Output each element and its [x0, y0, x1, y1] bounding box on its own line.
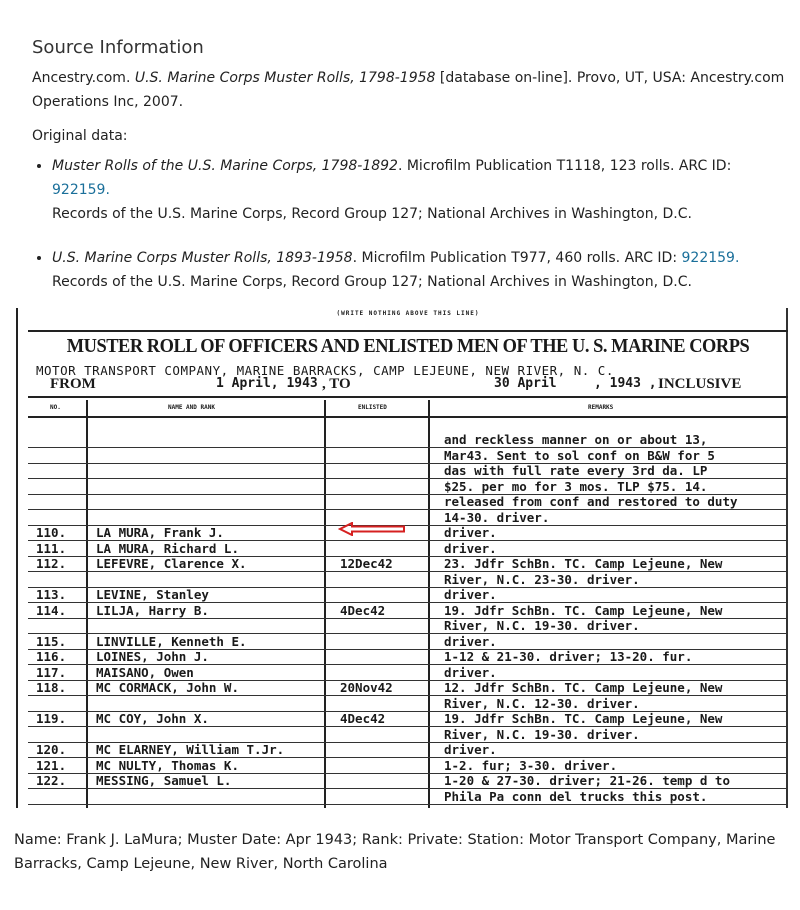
cell-name: LEFEVRE, Clarence X. — [96, 556, 247, 571]
citation-title: U.S. Marine Corps Muster Rolls, 1798-1958 — [134, 70, 436, 86]
source-information — [32, 36, 792, 314]
cell-remarks: driver. — [444, 525, 497, 540]
cell-remarks: 12. Jdfr SchBn. TC. Camp Lejeune, New — [444, 680, 723, 695]
table-row — [28, 696, 788, 711]
cell-remarks: das with full rate every 3rd da. LP — [444, 463, 708, 478]
item-text: . Microfilm Publication T1118, 123 rolls. ARC ID: — [397, 158, 732, 174]
citation-suffix: [database on-line]. Provo, UT, USA: Ancestry.com Operations Inc, 2007. — [32, 70, 785, 110]
cell-remarks: driver. — [444, 587, 497, 602]
table-row — [28, 665, 788, 680]
cell-name: MC ELARNEY, William T.Jr. — [96, 742, 285, 757]
cell-remarks: 19. Jdfr SchBn. TC. Camp Lejeune, New — [444, 711, 723, 726]
table-row — [28, 789, 788, 804]
inclusive-label: INCLUSIVE — [658, 376, 742, 392]
cell-name: LINVILLE, Kenneth E. — [96, 633, 247, 649]
table-row — [28, 711, 788, 726]
table-row — [28, 587, 788, 602]
left-border — [16, 308, 18, 808]
table-row — [28, 603, 788, 618]
table-row — [28, 494, 788, 509]
cell-remarks: 1-20 & 27-30. driver; 21-26. temp d to — [444, 773, 730, 788]
cell-no: 118. — [36, 680, 67, 695]
header-name: NAME AND RANK — [168, 404, 215, 411]
cell-remarks: driver. — [444, 742, 497, 757]
item-text2: Records of the U.S. Marine Corps, Record Group 127; National Archives in Washington, D.C. — [52, 274, 692, 290]
cell-no: 111. — [36, 540, 67, 556]
cell-remarks: 1-2. fur; 3-30. driver. — [444, 757, 618, 773]
table-row — [28, 634, 788, 649]
cell-remarks: $25. per mo for 3 mos. TLP $75. 14. — [444, 478, 708, 494]
item-text: . Microfilm Publication T977, 460 rolls. ARC ID: — [352, 250, 682, 266]
top-rule — [28, 330, 788, 332]
cell-remarks: 14-30. driver. — [444, 509, 550, 525]
item-title: U.S. Marine Corps Muster Rolls, 1893-1958 — [52, 250, 353, 266]
header-enlisted: ENLISTED — [358, 404, 387, 411]
doc-caption: (WRITE NOTHING ABOVE THIS LINE) — [336, 310, 480, 317]
cell-date: 12Dec42 — [340, 556, 393, 571]
item-title: Muster Rolls of the U.S. Marine Corps, 1798-1892 — [52, 158, 398, 174]
table-row — [28, 463, 788, 478]
cell-no: 112. — [36, 556, 67, 571]
table-row — [28, 525, 788, 540]
cell-remarks: River, N.C. 19-30. driver. — [444, 618, 640, 633]
cell-name: MC NULTY, Thomas K. — [96, 757, 239, 773]
cell-no: 122. — [36, 773, 67, 788]
cell-name: LA MURA, Richard L. — [96, 540, 239, 556]
cell-no: 116. — [36, 649, 67, 664]
header-remarks: REMARKS — [588, 404, 614, 411]
cell-name: LA MURA, Frank J. — [96, 525, 224, 540]
table-row — [28, 556, 788, 571]
cell-remarks: released from conf and restored to duty — [444, 494, 738, 509]
cell-no: 113. — [36, 587, 67, 602]
table-row — [28, 727, 788, 742]
to-date: 30 April — [494, 376, 557, 391]
table-row — [28, 448, 788, 463]
arc-id-link[interactable]: 922159. — [681, 250, 740, 266]
cell-remarks: and reckless manner on or about 13, — [444, 432, 708, 447]
cell-no: 119. — [36, 711, 67, 726]
cell-no: 110. — [36, 525, 67, 540]
cell-remarks: Phila Pa conn del trucks this post. — [444, 788, 708, 804]
table-row — [28, 680, 788, 695]
doc-title: MUSTER ROLL OF OFFICERS AND ENLISTED MEN OF THE U. S. MARINE CORPS — [66, 335, 750, 357]
table-header — [28, 400, 788, 414]
list-item — [52, 246, 792, 294]
table-row — [28, 572, 788, 587]
muster-roll-document — [14, 308, 788, 808]
cell-name: MAISANO, Owen — [96, 664, 194, 680]
cell-name: MC CORMACK, John W. — [96, 680, 239, 695]
table-row — [28, 758, 788, 773]
cell-remarks: River, N.C. 12-30. driver. — [444, 695, 640, 711]
cell-no: 120. — [36, 742, 67, 757]
cell-remarks: Mar43. Sent to sol conf on B&W for 5 — [444, 447, 715, 463]
cell-name: LILJA, Harry B. — [96, 602, 209, 618]
cell-no: 114. — [36, 602, 67, 618]
cell-remarks: driver. — [444, 664, 497, 680]
table-row — [28, 432, 788, 447]
original-data-label: Original data: — [32, 128, 128, 144]
item-text2: Records of the U.S. Marine Corps, Record Group 127; National Archives in Washington, D.C. — [52, 206, 692, 222]
source-heading: Source Information — [32, 37, 204, 58]
list-item — [52, 154, 792, 226]
cell-no: 121. — [36, 757, 67, 773]
table-row — [28, 649, 788, 664]
cell-date: 20Nov42 — [340, 680, 393, 695]
cell-remarks: River, N.C. 23-30. driver. — [444, 571, 640, 587]
cell-no: 115. — [36, 633, 67, 649]
cell-remarks: River, N.C. 19-30. driver. — [444, 726, 640, 742]
cell-remarks: 1-12 & 21-30. driver; 13-20. fur. — [444, 649, 693, 664]
table-row — [28, 618, 788, 633]
arc-id-link[interactable]: 922159. — [52, 182, 110, 198]
cell-remarks: 19. Jdfr SchBn. TC. Camp Lejeune, New — [444, 602, 723, 618]
cell-no: 117. — [36, 664, 67, 680]
citation — [32, 66, 792, 114]
table-row — [28, 773, 788, 788]
cell-remarks: 23. Jdfr SchBn. TC. Camp Lejeune, New — [444, 556, 723, 571]
cell-name: LOINES, John J. — [96, 649, 209, 664]
cell-date: 4Dec42 — [340, 711, 386, 726]
cell-date: 4Dec42 — [340, 602, 386, 618]
table-row — [28, 510, 788, 525]
original-data-list — [32, 154, 792, 294]
company-line: MOTOR TRANSPORT COMPANY, MARINE BARRACKS, CAMP LEJEUNE, NEW RIVER, N. C. — [36, 363, 614, 378]
from-label: FROM — [50, 376, 96, 392]
header-rule — [28, 396, 788, 398]
cell-remarks: driver. — [444, 540, 497, 556]
table-row — [28, 479, 788, 494]
year: , 1943 , — [594, 376, 657, 391]
table-row — [28, 541, 788, 556]
row-rule — [28, 804, 788, 805]
cell-name: MC COY, John X. — [96, 711, 209, 726]
header-no: NO. — [50, 404, 61, 411]
cell-name: LEVINE, Stanley — [96, 587, 209, 602]
header-bottom-rule — [28, 416, 788, 418]
citation-prefix: Ancestry.com. — [32, 70, 135, 86]
cell-name: MESSING, Samuel L. — [96, 773, 232, 788]
record-summary: Name: Frank J. LaMura; Muster Date: Apr 1943; Rank: Private: Station: Motor Transport Company, Marine Barracks, Camp Lejeune, New River, North Carolina — [14, 832, 776, 872]
table-row — [28, 742, 788, 757]
red-arrow-icon — [338, 522, 408, 536]
cell-remarks: driver. — [444, 633, 497, 649]
to-label: , TO — [322, 376, 351, 392]
from-date: 1 April, 1943 — [216, 376, 318, 391]
